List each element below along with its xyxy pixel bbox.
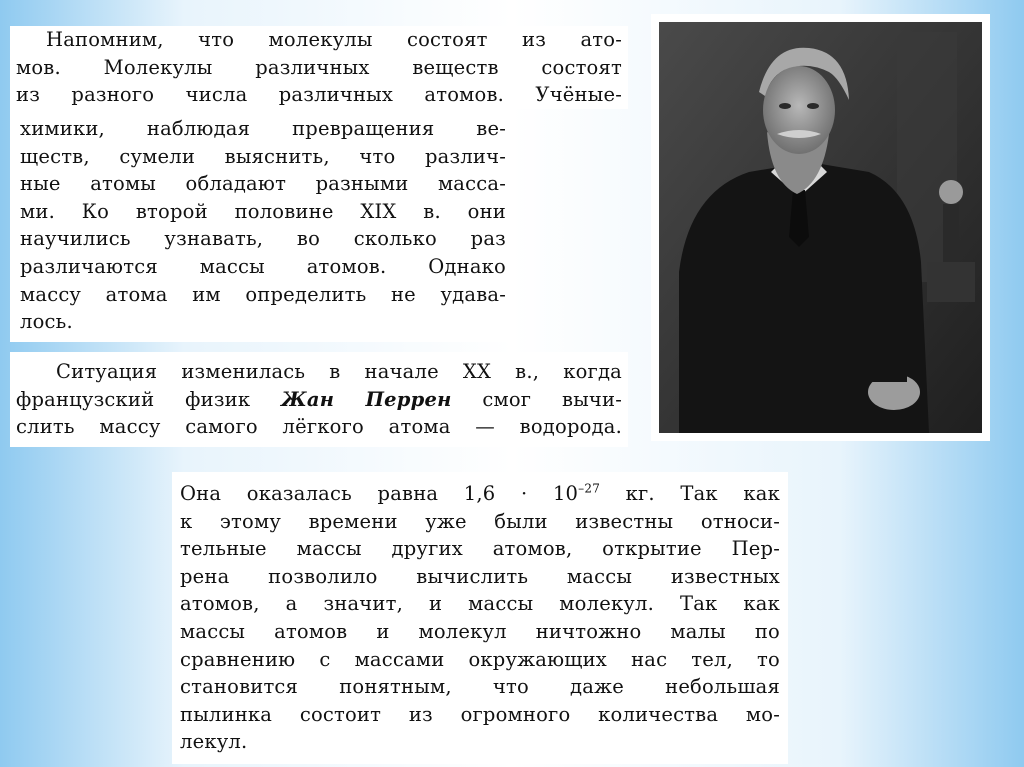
portrait-frame [659,22,982,433]
text-line: становится понятным, что даже небольшая [180,675,780,699]
text-line: атомов, а значит, и массы молекул. Так как [180,592,780,616]
text-line: из разного числа различных атомов. Учёные- [16,83,622,107]
text-fragment: смог вычи- [451,387,622,411]
text-line: химики, наблюдая превращения ве- [20,117,506,140]
portrait-illustration [659,22,982,433]
exponent: –27 [578,481,601,496]
text-line: научились узнавать, во сколько раз [20,227,506,251]
paragraph-conclusion [172,472,788,764]
text-line: сравнению с массами окружающих нас тел, то [180,647,780,671]
portrait-photo [651,14,990,441]
text-line: мов. Молекулы различных веществ состоят [16,55,622,79]
text-line [16,386,622,414]
text-line: к этому времени уже были известны относи- [180,509,780,533]
text-line: ществ, сумели выяснить, что различ- [20,144,506,168]
text-line: тельные массы других атомов, открытие Пер- [180,537,780,561]
paragraph-chemists [10,109,512,342]
text-fragment: кг. Так как [600,482,780,505]
text-line: лось. [20,310,73,334]
paragraph-intro [10,26,628,109]
text-fragment: французский физик [16,387,282,411]
text-line: лекул. [180,730,248,754]
text-line: ные атомы обладают разными масса- [20,172,506,196]
text-line: массы атомов и молекул ничтожно малы по [180,619,780,643]
text-line: Напомним, что молекулы состоят из ато- [46,28,622,51]
scientist-name: Жан Перрен [281,387,452,411]
text-line: ми. Ко второй половине XIX в. они [20,199,506,223]
text-line [180,480,780,508]
text-fragment: Она оказалась равна 1,6 · 10 [180,482,579,505]
text-line: рена позволило вычислить массы известных [180,564,780,588]
text-line: Ситуация изменилась в начале XX в., когда [56,360,622,383]
text-line: пылинка состоит из огромного количества мо- [180,702,780,726]
paragraph-perrin [10,352,628,447]
text-line: различаются массы атомов. Однако [20,254,506,278]
text-line: слить массу самого лёгкого атома — водорода. [16,415,622,439]
text-line: массу атома им определить не удава- [20,282,506,306]
